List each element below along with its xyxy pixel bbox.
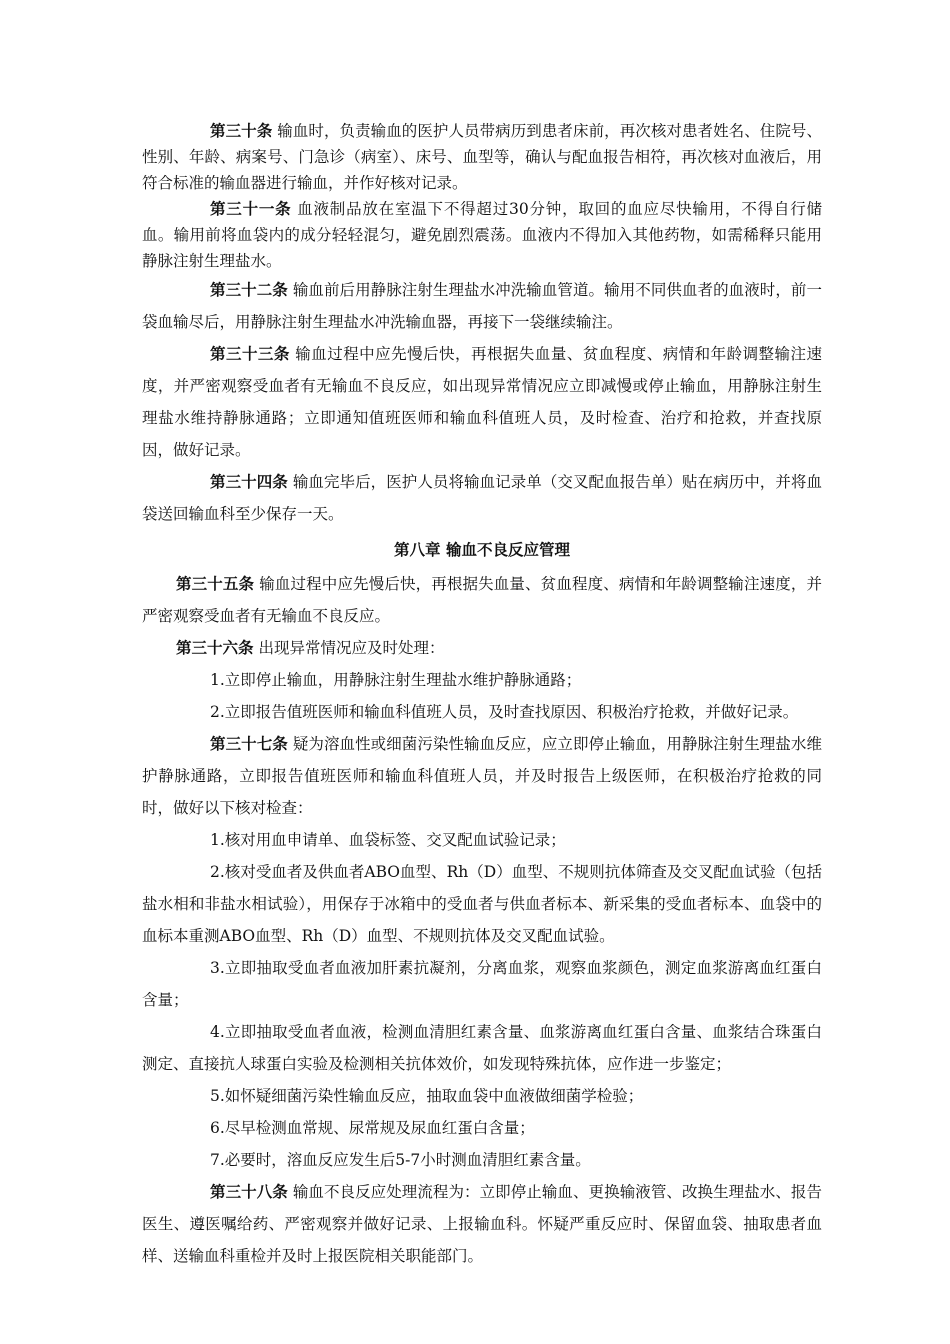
list-item: 6.尽早检测血常规、尿常规及尿血红蛋白含量； [210,1119,535,1137]
article-36 [142,632,822,664]
article-body: 出现异常情况应及时处理： [253,639,445,657]
article-title: 第三十一条 [210,199,292,218]
article-32 [142,274,822,338]
article-body: 输血时，负责输血的医护人员带病历到患者床前，再次核对患者姓名、住院号、性别、年龄、病案号、门急诊（病室）、床号、血型等，确认与配血报告相符，再次核对血液后，用符合标准的输血器进行输血，并作好核对记录。 [142,122,822,192]
article-31 [142,196,822,274]
article-34 [142,466,822,530]
document-page [142,118,822,1272]
article-body: 输血完毕后，医护人员将输血记录单（交叉配血报告单）贴在病历中，并将血袋送回输血科至少保存一天。 [142,473,822,523]
article-title: 第三十二条 [210,280,288,299]
article-body: 血液制品放在室温下不得超过30分钟，取回的血应尽快输用，不得自行储血。输用前将血袋内的成分轻轻混匀，避免剧烈震荡。血液内不得加入其他药物，如需稀释只能用静脉注射生理盐水。 [142,200,822,270]
list-item: 1.立即停止输血，用静脉注射生理盐水维护静脉通路； [210,671,582,689]
article-title: 第三十三条 [210,344,290,363]
list-item: 3.立即抽取受血者血液加肝素抗凝剂，分离血浆，观察血浆颜色，测定血浆游离血红蛋白含量； [142,959,822,1009]
article-38 [142,1176,822,1272]
article-body: 输血过程中应先慢后快，再根据失血量、贫血程度、病情和年龄调整输注速度，并严密观察受血者有无输血不良反应，如出现异常情况应立即减慢或停止输血，用静脉注射生理盐水维持静脉通路；立即通知值班医师和输血科值班人员，及时检查、治疗和抢救，并查找原因，做好记录。 [142,345,822,459]
article-title: 第三十七条 [210,734,288,753]
article-33 [142,338,822,466]
article-title: 第三十四条 [210,472,288,491]
article-title: 第三十五条 [176,574,255,593]
list-item: 7.必要时，溶血反应发生后5-7小时测血清胆红素含量。 [210,1151,591,1169]
article-body: 输血不良反应处理流程为：立即停止输血、更换输液管、改换生理盐水、报告医生、遵医嘱给药、严密观察并做好记录、上报输血科。怀疑严重反应时、保留血袋、抽取患者血样、送输血科重检并及时上报医院相关职能部门。 [142,1183,822,1265]
article-35 [142,568,822,632]
article-body: 输血过程中应先慢后快，再根据失血量、贫血程度、病情和年龄调整输注速度，并严密观察受血者有无输血不良反应。 [142,575,822,625]
article-body: 疑为溶血性或细菌污染性输血反应，应立即停止输血，用静脉注射生理盐水维护静脉通路，立即报告值班医师和输血科值班人员，并及时报告上级医师，在积极治疗抢救的同时，做好以下核对检查： [142,735,822,817]
article-title: 第三十条 [210,121,273,140]
list-item: 2.核对受血者及供血者ABO血型、Rh（D）血型、不规则抗体筛查及交叉配血试验（包括盐水相和非盐水相试验），用保存于冰箱中的受血者与供血者标本、新采集的受血者标本、血袋中的血标本重测ABO血型、Rh（D）血型、不规则抗体及交叉配血试验。 [142,863,822,945]
article-body: 输血前后用静脉注射生理盐水冲洗输血管道。输用不同供血者的血液时，前一袋血输尽后，用静脉注射生理盐水冲洗输血器，再接下一袋继续输注。 [142,281,822,331]
list-item: 5.如怀疑细菌污染性输血反应，抽取血袋中血液做细菌学检验； [210,1087,644,1105]
list-item: 2.立即报告值班医师和输血科值班人员，及时查找原因、积极治疗抢救，并做好记录。 [210,703,799,721]
article-title: 第三十八条 [210,1182,288,1201]
chapter-heading: 第八章 输血不良反应管理 [394,540,570,559]
list-item: 1.核对用血申请单、血袋标签、交叉配血试验记录； [210,831,566,849]
article-title: 第三十六条 [176,638,254,657]
article-30 [142,118,822,196]
article-37 [142,728,822,824]
list-item: 4.立即抽取受血者血液，检测血清胆红素含量、血浆游离血红蛋白含量、血浆结合珠蛋白测定、直接抗人球蛋白实验及检测相关抗体效价，如发现特殊抗体，应作进一步鉴定； [142,1023,822,1073]
